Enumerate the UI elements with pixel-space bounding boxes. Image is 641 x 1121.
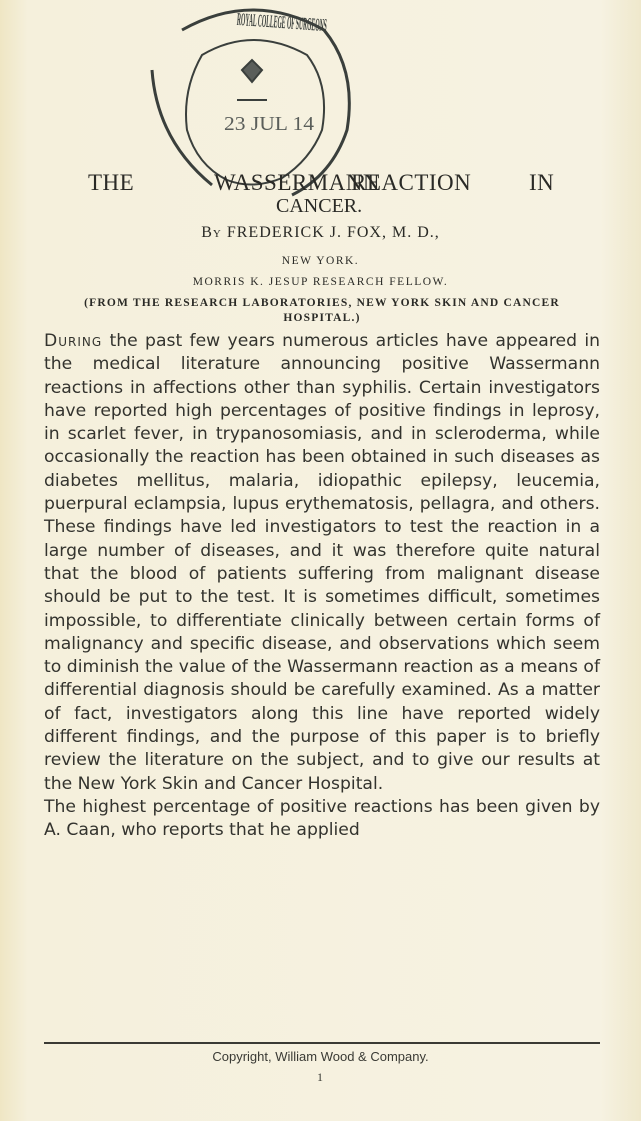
copyright-notice: Copyright, William Wood & Company.	[212, 1049, 429, 1064]
byline-by: By	[201, 224, 222, 241]
stamp-crest	[237, 60, 267, 100]
author-name: FREDERICK J. FOX, M. D.,	[226, 224, 440, 241]
author-affiliation: (FROM THE RESEARCH LABORATORIES, NEW YORK SKIN AND CANCER HOSPITAL.)	[84, 297, 560, 324]
stamp-date: 23 JUL 14	[224, 113, 314, 135]
article-body	[44, 330, 600, 843]
footer-rule	[44, 1042, 600, 1044]
title-word-cancer: CANCER.	[276, 195, 363, 217]
author-fellowship: MORRIS K. JESUP RESEARCH FELLOW.	[192, 276, 449, 288]
author-byline	[0, 224, 641, 242]
stamp-ring-text: ROYAL COLLEGE OF SURGEONS	[236, 8, 526, 49]
author-city: NEW YORK.	[281, 255, 360, 267]
title-word-the: THE	[88, 170, 135, 195]
page-number: 1	[317, 1070, 323, 1084]
paragraph-1	[44, 330, 600, 796]
title-word-reaction: REACTION	[351, 170, 472, 195]
dropcap-word: During	[44, 331, 103, 351]
title-word-wassermann: WASSERMANN	[214, 170, 381, 195]
paragraph-2: The highest percentage of positive reactions has been given by A. Caan, who reports that he applied	[44, 796, 600, 841]
title-word-in: IN	[529, 170, 555, 195]
paragraph-1-text: the past few years numerous articles have appeared in the medical literature announcing positive Wassermann reactions in affections other than syphilis. Certain investigators have reported high percentages of positive findings in leprosy, in scarlet fever, in trypanosomiasis, and in scleroderma, while occasionally the reaction has been obtained in such diseases as diabetes mellitus, malaria, idiopathic epilepsy, leucemia, puerpural eclampsia, lupus erythematosis, pellagra, and others. These findings have led investigators to test the reaction in a large number of diseases, and it was therefore quite natural that the blood of patients suffering from malignant disease should be put to the test. It is sometimes difficult, sometimes impossible, to differentiate clinically between certain forms of malignancy and specific disease, and observations which seem to diminish the value of the Wassermann reaction as a means of differential diagnosis should be carefully examined. As a matter of fact, investigators along this line have reported widely different findings, and the purpose of this paper is to briefly review the literature on the subject, and to give our results at the New York Skin and Cancer Hospital.	[44, 331, 600, 794]
